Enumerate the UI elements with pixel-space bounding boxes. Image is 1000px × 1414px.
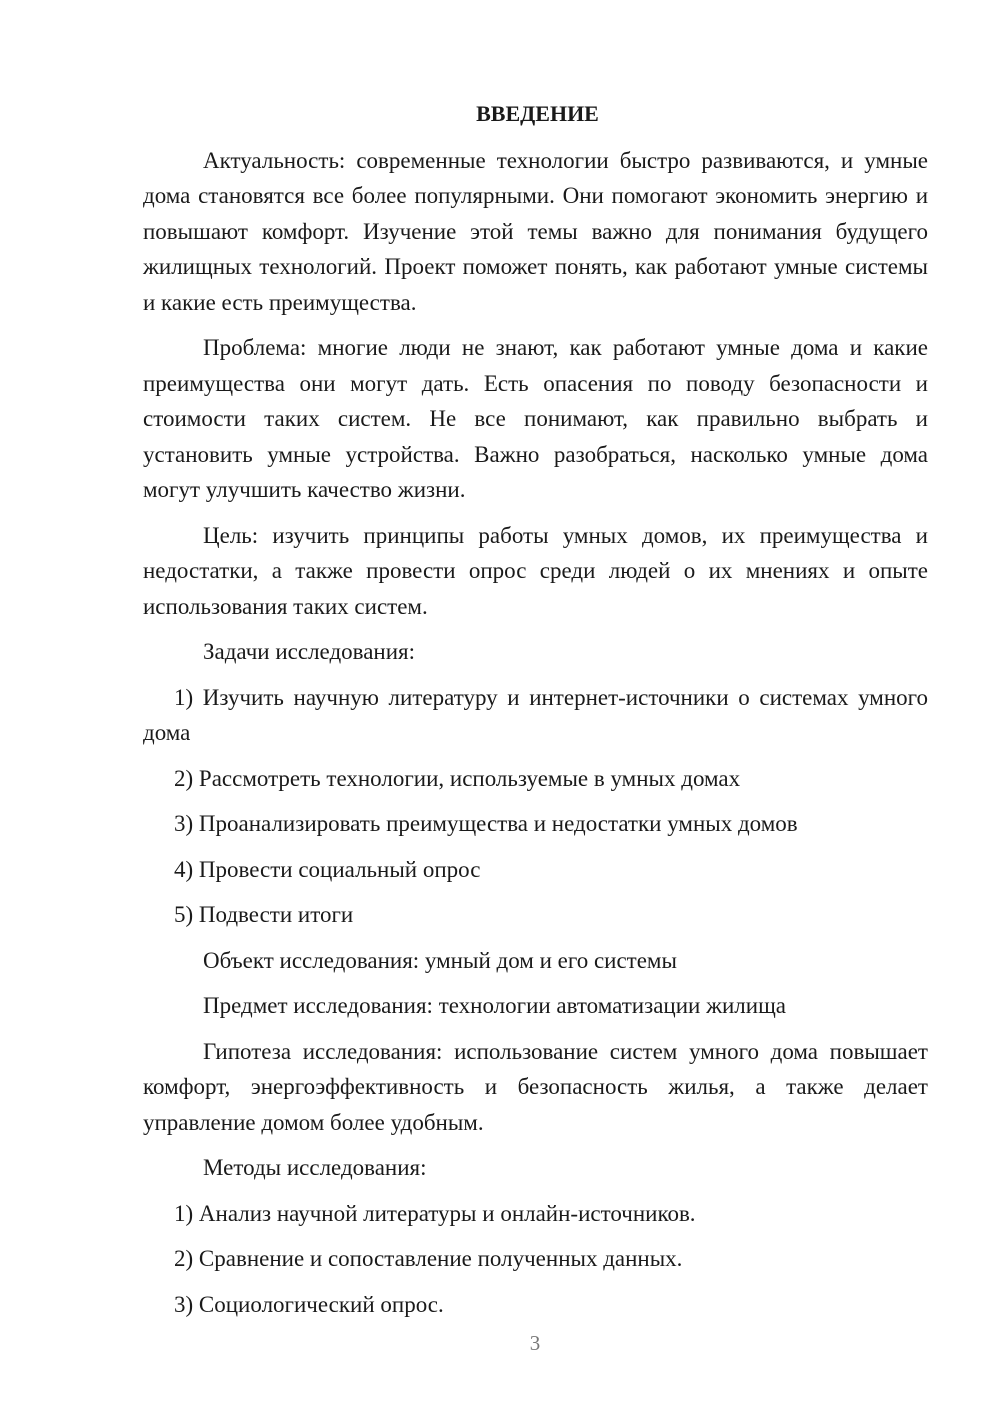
task-item: 4) Провести социальный опрос <box>174 856 481 882</box>
method-item: 2) Сравнение и сопоставление полученных данных. <box>174 1246 683 1271</box>
method-item: 3) Социологический опрос. <box>174 1291 444 1317</box>
hypothesis-paragraph: Гипотеза исследования: использование систем умного дома повышает комфорт, энергоэффективность и безопасность жилья, а также делает управление домом более удобным. <box>143 1038 928 1135</box>
tasks-heading: Задачи исследования: <box>203 639 416 664</box>
problem-paragraph: Проблема: многие люди не знают, как работают умные дома и какие преимущества они могут дать. Есть опасения по поводу безопасности и стоимости таких систем. Не все понимают, как правильно выбрать и установить умные устройства. Важно разобраться, насколько умные дома могут улучшить качество жизни. <box>143 335 928 502</box>
page-number: 3 <box>529 1331 541 1355</box>
methods-heading: Методы исследования: <box>203 1155 427 1180</box>
page-title: ВВЕДЕНИЕ <box>476 101 599 126</box>
subject-paragraph: Предмет исследования: технологии автоматизации жилища <box>203 993 786 1018</box>
task-item: 1) Изучить научную литературу и интернет-источники о системах умного дома <box>143 684 928 745</box>
page-content <box>143 96 928 1332</box>
task-item: 5) Подвести итоги <box>174 902 354 927</box>
task-item: 2) Рассмотреть технологии, используемые в умных домах <box>174 765 741 791</box>
method-item: 1) Анализ научной литературы и онлайн-источников. <box>174 1200 696 1226</box>
relevance-paragraph: Актуальность: современные технологии быстро развиваются, и умные дома становятся все более популярными. Они помогают экономить энергию и повышают комфорт. Изучение этой темы важно для понимания будущего жилищных технологий. Проект поможет понять, как работают умные системы и какие есть преимущества. <box>143 147 928 315</box>
goal-paragraph: Цель: изучить принципы работы умных домов, их преимущества и недостатки, а также провести опрос среди людей о их мнениях и опыте использования таких систем. <box>143 522 928 619</box>
object-paragraph: Объект исследования: умный дом и его системы <box>203 947 677 973</box>
task-item: 3) Проанализировать преимущества и недостатки умных домов <box>174 811 798 836</box>
